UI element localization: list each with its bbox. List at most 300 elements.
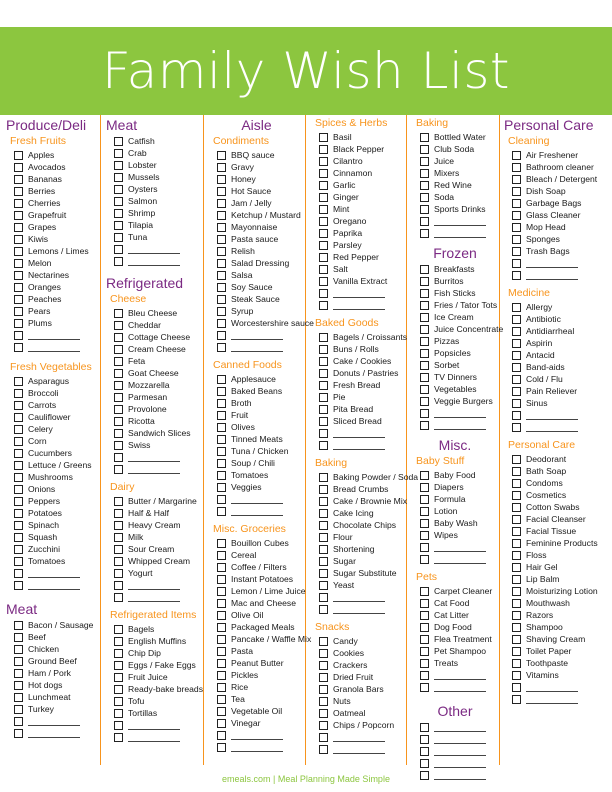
checkbox[interactable] xyxy=(217,539,226,548)
checkbox[interactable] xyxy=(114,405,123,414)
checkbox[interactable] xyxy=(217,387,226,396)
checkbox[interactable] xyxy=(217,659,226,668)
checkbox[interactable] xyxy=(512,695,521,704)
checkbox[interactable] xyxy=(217,423,226,432)
checkbox[interactable] xyxy=(217,331,226,340)
checkbox[interactable] xyxy=(319,393,328,402)
checkbox[interactable] xyxy=(420,133,429,142)
checkbox[interactable] xyxy=(14,271,23,280)
checkbox[interactable] xyxy=(114,393,123,402)
checkbox[interactable] xyxy=(512,163,521,172)
checkbox[interactable] xyxy=(114,673,123,682)
checkbox[interactable] xyxy=(512,223,521,232)
checkbox[interactable] xyxy=(319,253,328,262)
checkbox[interactable] xyxy=(420,325,429,334)
checkbox[interactable] xyxy=(217,411,226,420)
checkbox[interactable] xyxy=(319,497,328,506)
checkbox[interactable] xyxy=(14,533,23,542)
write-in-line[interactable] xyxy=(434,421,486,430)
checkbox[interactable] xyxy=(217,575,226,584)
checkbox[interactable] xyxy=(420,659,429,668)
write-in-line[interactable] xyxy=(333,593,385,602)
checkbox[interactable] xyxy=(319,381,328,390)
checkbox[interactable] xyxy=(114,441,123,450)
checkbox[interactable] xyxy=(420,409,429,418)
checkbox[interactable] xyxy=(512,375,521,384)
checkbox[interactable] xyxy=(114,521,123,530)
checkbox[interactable] xyxy=(319,369,328,378)
checkbox[interactable] xyxy=(319,557,328,566)
checkbox[interactable] xyxy=(420,169,429,178)
checkbox[interactable] xyxy=(14,187,23,196)
checkbox[interactable] xyxy=(319,605,328,614)
checkbox[interactable] xyxy=(319,229,328,238)
checkbox[interactable] xyxy=(14,557,23,566)
write-in-line[interactable] xyxy=(128,581,180,590)
checkbox[interactable] xyxy=(319,205,328,214)
write-in-line[interactable] xyxy=(434,723,486,732)
checkbox[interactable] xyxy=(319,301,328,310)
checkbox[interactable] xyxy=(319,569,328,578)
checkbox[interactable] xyxy=(420,587,429,596)
checkbox[interactable] xyxy=(420,683,429,692)
checkbox[interactable] xyxy=(114,533,123,542)
checkbox[interactable] xyxy=(217,563,226,572)
checkbox[interactable] xyxy=(14,437,23,446)
checkbox[interactable] xyxy=(420,265,429,274)
checkbox[interactable] xyxy=(319,521,328,530)
checkbox[interactable] xyxy=(14,633,23,642)
checkbox[interactable] xyxy=(14,223,23,232)
checkbox[interactable] xyxy=(14,669,23,678)
checkbox[interactable] xyxy=(114,429,123,438)
checkbox[interactable] xyxy=(114,321,123,330)
checkbox[interactable] xyxy=(14,657,23,666)
checkbox[interactable] xyxy=(420,373,429,382)
checkbox[interactable] xyxy=(420,483,429,492)
checkbox[interactable] xyxy=(217,495,226,504)
checkbox[interactable] xyxy=(217,459,226,468)
write-in-line[interactable] xyxy=(128,453,180,462)
checkbox[interactable] xyxy=(512,351,521,360)
checkbox[interactable] xyxy=(14,521,23,530)
checkbox[interactable] xyxy=(420,555,429,564)
checkbox[interactable] xyxy=(14,509,23,518)
checkbox[interactable] xyxy=(512,411,521,420)
checkbox[interactable] xyxy=(420,289,429,298)
checkbox[interactable] xyxy=(512,635,521,644)
checkbox[interactable] xyxy=(420,635,429,644)
write-in-line[interactable] xyxy=(28,717,80,726)
checkbox[interactable] xyxy=(319,661,328,670)
checkbox[interactable] xyxy=(512,551,521,560)
checkbox[interactable] xyxy=(217,483,226,492)
checkbox[interactable] xyxy=(420,397,429,406)
checkbox[interactable] xyxy=(319,581,328,590)
checkbox[interactable] xyxy=(512,455,521,464)
checkbox[interactable] xyxy=(114,161,123,170)
checkbox[interactable] xyxy=(319,745,328,754)
write-in-line[interactable] xyxy=(231,731,283,740)
checkbox[interactable] xyxy=(114,625,123,634)
write-in-line[interactable] xyxy=(333,289,385,298)
checkbox[interactable] xyxy=(217,163,226,172)
checkbox[interactable] xyxy=(217,647,226,656)
checkbox[interactable] xyxy=(420,531,429,540)
write-in-line[interactable] xyxy=(434,683,486,692)
checkbox[interactable] xyxy=(14,485,23,494)
checkbox[interactable] xyxy=(319,709,328,718)
checkbox[interactable] xyxy=(114,661,123,670)
checkbox[interactable] xyxy=(420,181,429,190)
checkbox[interactable] xyxy=(114,309,123,318)
checkbox[interactable] xyxy=(512,339,521,348)
checkbox[interactable] xyxy=(14,377,23,386)
checkbox[interactable] xyxy=(114,649,123,658)
checkbox[interactable] xyxy=(420,507,429,516)
checkbox[interactable] xyxy=(319,193,328,202)
checkbox[interactable] xyxy=(114,453,123,462)
checkbox[interactable] xyxy=(14,473,23,482)
checkbox[interactable] xyxy=(420,421,429,430)
write-in-line[interactable] xyxy=(434,217,486,226)
checkbox[interactable] xyxy=(319,509,328,518)
checkbox[interactable] xyxy=(420,735,429,744)
checkbox[interactable] xyxy=(14,175,23,184)
checkbox[interactable] xyxy=(512,175,521,184)
checkbox[interactable] xyxy=(217,435,226,444)
checkbox[interactable] xyxy=(319,265,328,274)
checkbox[interactable] xyxy=(512,611,521,620)
checkbox[interactable] xyxy=(319,217,328,226)
checkbox[interactable] xyxy=(319,289,328,298)
checkbox[interactable] xyxy=(114,173,123,182)
checkbox[interactable] xyxy=(217,671,226,680)
checkbox[interactable] xyxy=(420,313,429,322)
checkbox[interactable] xyxy=(217,223,226,232)
checkbox[interactable] xyxy=(512,303,521,312)
write-in-line[interactable] xyxy=(434,409,486,418)
write-in-line[interactable] xyxy=(434,555,486,564)
checkbox[interactable] xyxy=(512,423,521,432)
write-in-line[interactable] xyxy=(333,429,385,438)
checkbox[interactable] xyxy=(420,747,429,756)
checkbox[interactable] xyxy=(114,465,123,474)
checkbox[interactable] xyxy=(319,241,328,250)
checkbox[interactable] xyxy=(114,233,123,242)
checkbox[interactable] xyxy=(319,637,328,646)
write-in-line[interactable] xyxy=(434,671,486,680)
checkbox[interactable] xyxy=(114,557,123,566)
checkbox[interactable] xyxy=(319,593,328,602)
checkbox[interactable] xyxy=(420,277,429,286)
checkbox[interactable] xyxy=(319,429,328,438)
checkbox[interactable] xyxy=(512,387,521,396)
checkbox[interactable] xyxy=(114,417,123,426)
checkbox[interactable] xyxy=(217,247,226,256)
checkbox[interactable] xyxy=(217,319,226,328)
checkbox[interactable] xyxy=(217,295,226,304)
checkbox[interactable] xyxy=(14,545,23,554)
checkbox[interactable] xyxy=(114,209,123,218)
write-in-line[interactable] xyxy=(333,745,385,754)
write-in-line[interactable] xyxy=(28,729,80,738)
checkbox[interactable] xyxy=(114,221,123,230)
checkbox[interactable] xyxy=(512,623,521,632)
checkbox[interactable] xyxy=(319,417,328,426)
write-in-line[interactable] xyxy=(526,695,578,704)
checkbox[interactable] xyxy=(217,235,226,244)
checkbox[interactable] xyxy=(14,705,23,714)
write-in-line[interactable] xyxy=(434,229,486,238)
write-in-line[interactable] xyxy=(128,721,180,730)
checkbox[interactable] xyxy=(420,495,429,504)
checkbox[interactable] xyxy=(512,539,521,548)
checkbox[interactable] xyxy=(14,717,23,726)
write-in-line[interactable] xyxy=(231,343,283,352)
write-in-line[interactable] xyxy=(526,683,578,692)
write-in-line[interactable] xyxy=(128,733,180,742)
checkbox[interactable] xyxy=(114,497,123,506)
write-in-line[interactable] xyxy=(526,271,578,280)
checkbox[interactable] xyxy=(114,581,123,590)
checkbox[interactable] xyxy=(217,719,226,728)
checkbox[interactable] xyxy=(14,581,23,590)
write-in-line[interactable] xyxy=(434,543,486,552)
checkbox[interactable] xyxy=(420,229,429,238)
checkbox[interactable] xyxy=(319,473,328,482)
checkbox[interactable] xyxy=(217,271,226,280)
checkbox[interactable] xyxy=(14,343,23,352)
checkbox[interactable] xyxy=(217,283,226,292)
checkbox[interactable] xyxy=(512,491,521,500)
write-in-line[interactable] xyxy=(333,301,385,310)
write-in-line[interactable] xyxy=(28,331,80,340)
checkbox[interactable] xyxy=(512,211,521,220)
checkbox[interactable] xyxy=(14,163,23,172)
checkbox[interactable] xyxy=(512,563,521,572)
checkbox[interactable] xyxy=(14,693,23,702)
checkbox[interactable] xyxy=(114,257,123,266)
checkbox[interactable] xyxy=(114,185,123,194)
checkbox[interactable] xyxy=(217,731,226,740)
checkbox[interactable] xyxy=(319,345,328,354)
checkbox[interactable] xyxy=(14,569,23,578)
checkbox[interactable] xyxy=(114,509,123,518)
checkbox[interactable] xyxy=(319,277,328,286)
checkbox[interactable] xyxy=(14,247,23,256)
checkbox[interactable] xyxy=(319,181,328,190)
checkbox[interactable] xyxy=(217,599,226,608)
checkbox[interactable] xyxy=(512,271,521,280)
checkbox[interactable] xyxy=(420,623,429,632)
checkbox[interactable] xyxy=(319,533,328,542)
checkbox[interactable] xyxy=(114,245,123,254)
checkbox[interactable] xyxy=(420,471,429,480)
checkbox[interactable] xyxy=(420,611,429,620)
checkbox[interactable] xyxy=(420,193,429,202)
checkbox[interactable] xyxy=(217,683,226,692)
write-in-line[interactable] xyxy=(526,259,578,268)
checkbox[interactable] xyxy=(319,133,328,142)
write-in-line[interactable] xyxy=(231,743,283,752)
checkbox[interactable] xyxy=(217,343,226,352)
checkbox[interactable] xyxy=(319,157,328,166)
checkbox[interactable] xyxy=(420,361,429,370)
checkbox[interactable] xyxy=(512,247,521,256)
checkbox[interactable] xyxy=(14,151,23,160)
write-in-line[interactable] xyxy=(333,441,385,450)
checkbox[interactable] xyxy=(319,441,328,450)
checkbox[interactable] xyxy=(512,683,521,692)
checkbox[interactable] xyxy=(114,733,123,742)
checkbox[interactable] xyxy=(512,575,521,584)
write-in-line[interactable] xyxy=(434,735,486,744)
checkbox[interactable] xyxy=(14,389,23,398)
checkbox[interactable] xyxy=(14,235,23,244)
write-in-line[interactable] xyxy=(128,245,180,254)
checkbox[interactable] xyxy=(217,187,226,196)
checkbox[interactable] xyxy=(14,211,23,220)
checkbox[interactable] xyxy=(14,413,23,422)
checkbox[interactable] xyxy=(114,369,123,378)
checkbox[interactable] xyxy=(14,425,23,434)
checkbox[interactable] xyxy=(512,327,521,336)
write-in-line[interactable] xyxy=(28,343,80,352)
checkbox[interactable] xyxy=(420,157,429,166)
checkbox[interactable] xyxy=(512,587,521,596)
write-in-line[interactable] xyxy=(28,569,80,578)
checkbox[interactable] xyxy=(114,637,123,646)
checkbox[interactable] xyxy=(14,401,23,410)
checkbox[interactable] xyxy=(114,345,123,354)
checkbox[interactable] xyxy=(114,137,123,146)
checkbox[interactable] xyxy=(420,723,429,732)
checkbox[interactable] xyxy=(319,333,328,342)
checkbox[interactable] xyxy=(114,357,123,366)
checkbox[interactable] xyxy=(217,471,226,480)
checkbox[interactable] xyxy=(114,381,123,390)
checkbox[interactable] xyxy=(217,695,226,704)
checkbox[interactable] xyxy=(319,485,328,494)
checkbox[interactable] xyxy=(420,337,429,346)
checkbox[interactable] xyxy=(14,283,23,292)
checkbox[interactable] xyxy=(217,551,226,560)
checkbox[interactable] xyxy=(14,259,23,268)
checkbox[interactable] xyxy=(319,357,328,366)
write-in-line[interactable] xyxy=(128,257,180,266)
checkbox[interactable] xyxy=(14,729,23,738)
checkbox[interactable] xyxy=(512,315,521,324)
checkbox[interactable] xyxy=(114,593,123,602)
checkbox[interactable] xyxy=(512,151,521,160)
checkbox[interactable] xyxy=(217,175,226,184)
checkbox[interactable] xyxy=(14,497,23,506)
checkbox[interactable] xyxy=(319,169,328,178)
checkbox[interactable] xyxy=(420,217,429,226)
checkbox[interactable] xyxy=(14,621,23,630)
checkbox[interactable] xyxy=(114,197,123,206)
checkbox[interactable] xyxy=(14,645,23,654)
checkbox[interactable] xyxy=(14,681,23,690)
checkbox[interactable] xyxy=(319,673,328,682)
checkbox[interactable] xyxy=(420,349,429,358)
checkbox[interactable] xyxy=(114,545,123,554)
checkbox[interactable] xyxy=(512,363,521,372)
checkbox[interactable] xyxy=(420,145,429,154)
write-in-line[interactable] xyxy=(128,593,180,602)
checkbox[interactable] xyxy=(114,149,123,158)
checkbox[interactable] xyxy=(420,385,429,394)
write-in-line[interactable] xyxy=(28,581,80,590)
checkbox[interactable] xyxy=(319,685,328,694)
checkbox[interactable] xyxy=(217,211,226,220)
checkbox[interactable] xyxy=(420,301,429,310)
checkbox[interactable] xyxy=(512,235,521,244)
write-in-line[interactable] xyxy=(231,495,283,504)
checkbox[interactable] xyxy=(114,569,123,578)
checkbox[interactable] xyxy=(217,707,226,716)
write-in-line[interactable] xyxy=(128,465,180,474)
checkbox[interactable] xyxy=(512,671,521,680)
checkbox[interactable] xyxy=(14,295,23,304)
checkbox[interactable] xyxy=(14,319,23,328)
checkbox[interactable] xyxy=(512,647,521,656)
write-in-line[interactable] xyxy=(434,759,486,768)
checkbox[interactable] xyxy=(14,307,23,316)
checkbox[interactable] xyxy=(512,199,521,208)
checkbox[interactable] xyxy=(217,623,226,632)
checkbox[interactable] xyxy=(420,519,429,528)
checkbox[interactable] xyxy=(319,733,328,742)
checkbox[interactable] xyxy=(14,331,23,340)
checkbox[interactable] xyxy=(114,721,123,730)
checkbox[interactable] xyxy=(217,259,226,268)
write-in-line[interactable] xyxy=(333,605,385,614)
checkbox[interactable] xyxy=(114,697,123,706)
checkbox[interactable] xyxy=(420,543,429,552)
checkbox[interactable] xyxy=(114,709,123,718)
checkbox[interactable] xyxy=(14,449,23,458)
checkbox[interactable] xyxy=(420,759,429,768)
checkbox[interactable] xyxy=(420,671,429,680)
checkbox[interactable] xyxy=(217,399,226,408)
checkbox[interactable] xyxy=(420,205,429,214)
checkbox[interactable] xyxy=(217,375,226,384)
checkbox[interactable] xyxy=(512,599,521,608)
checkbox[interactable] xyxy=(512,399,521,408)
checkbox[interactable] xyxy=(319,545,328,554)
checkbox[interactable] xyxy=(319,697,328,706)
write-in-line[interactable] xyxy=(231,331,283,340)
checkbox[interactable] xyxy=(512,187,521,196)
checkbox[interactable] xyxy=(217,151,226,160)
checkbox[interactable] xyxy=(14,199,23,208)
checkbox[interactable] xyxy=(217,307,226,316)
checkbox[interactable] xyxy=(319,145,328,154)
checkbox[interactable] xyxy=(319,649,328,658)
checkbox[interactable] xyxy=(14,461,23,470)
checkbox[interactable] xyxy=(512,479,521,488)
checkbox[interactable] xyxy=(217,447,226,456)
checkbox[interactable] xyxy=(114,685,123,694)
checkbox[interactable] xyxy=(319,405,328,414)
checkbox[interactable] xyxy=(217,199,226,208)
checkbox[interactable] xyxy=(217,507,226,516)
write-in-line[interactable] xyxy=(526,423,578,432)
checkbox[interactable] xyxy=(512,515,521,524)
checkbox[interactable] xyxy=(512,467,521,476)
